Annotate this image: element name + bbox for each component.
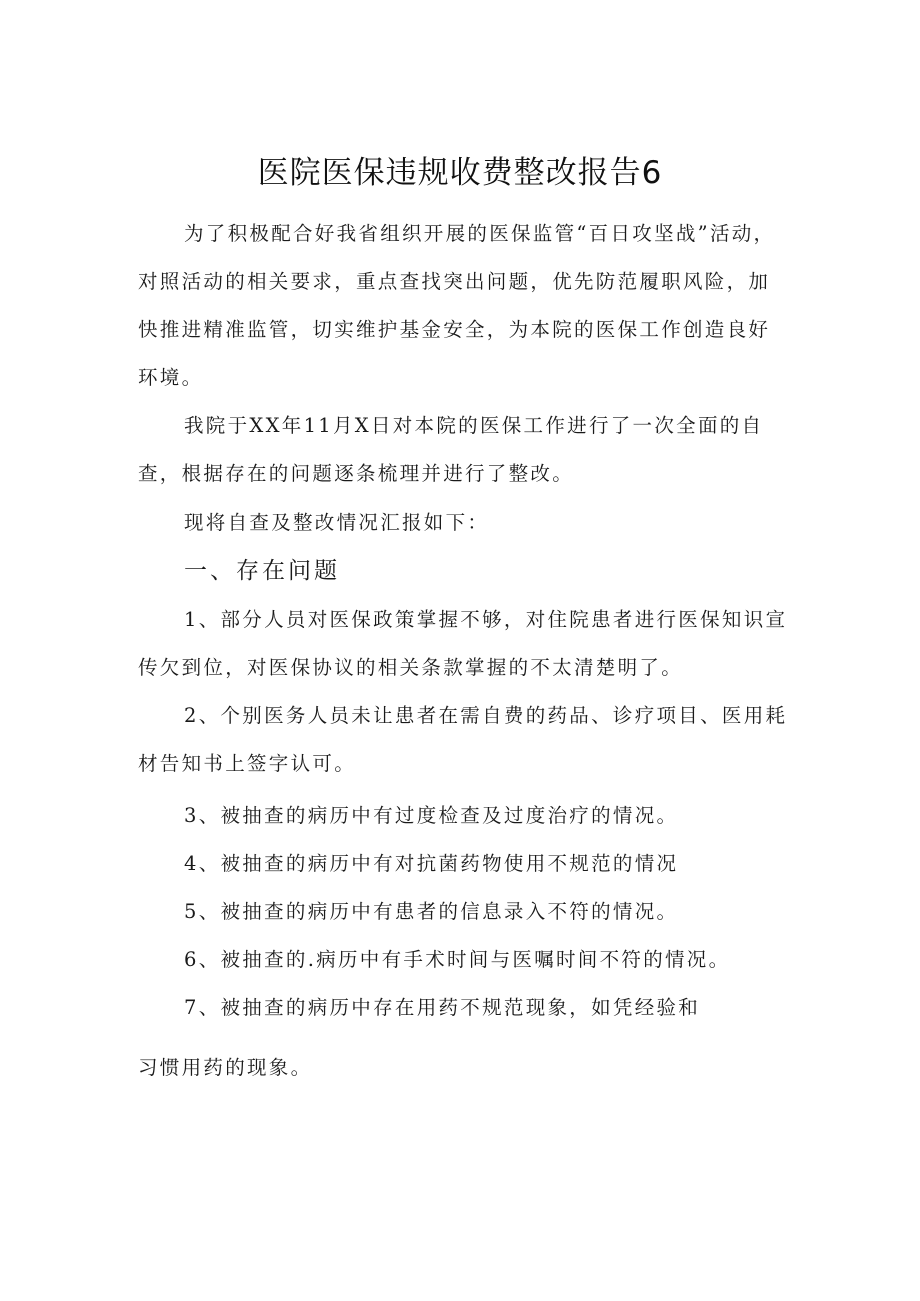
- problem-item-2: 2、个别医务人员未让患者在需自费的药品、诊疗项目、医用耗材告知书上签字认可。: [138, 704, 788, 775]
- problem-item-7: 7、被抽查的病历中存在用药不规范现象，如凭经验和: [184, 996, 701, 1019]
- report-lead-paragraph: 现将自查及整改情况汇报如下：: [184, 511, 490, 534]
- problem-item-3: 3、被抽查的病历中有过度检查及过度治疗的情况。: [184, 804, 679, 827]
- section-heading-problems: 一、存在问题: [184, 558, 340, 584]
- self-inspection-paragraph: 我院于XX年11月X日对本院的医保工作进行了一次全面的自查，根据存在的问题逐条梳理并进行了整改。: [138, 414, 764, 485]
- problem-item-6: 6、被抽查的.病历中有手术时间与医嘱时间不符的情况。: [184, 948, 731, 971]
- problem-item-5: 5、被抽查的病历中有患者的信息录入不符的情况。: [184, 900, 679, 923]
- problem-item-1: 1、部分人员对医保政策掌握不够，对住院患者进行医保知识宣传欠到位，对医保协议的相关条款掌握的不太清楚明了。: [138, 608, 788, 679]
- problem-item-4: 4、被抽查的病历中有对抗菌药物使用不规范的情况: [184, 852, 679, 875]
- document-title: 医院医保违规收费整改报告6: [257, 155, 663, 191]
- intro-paragraph: 为了积极配合好我省组织开展的医保监管“百日攻坚战”活动，对照活动的相关要求，重点查找突出问题，优先防范履职风险，加快推进精准监管，切实维护基金安全，为本院的医保工作创造良好环境。: [138, 222, 776, 389]
- problem-item-7-continuation: 习惯用药的现象。: [138, 1056, 313, 1079]
